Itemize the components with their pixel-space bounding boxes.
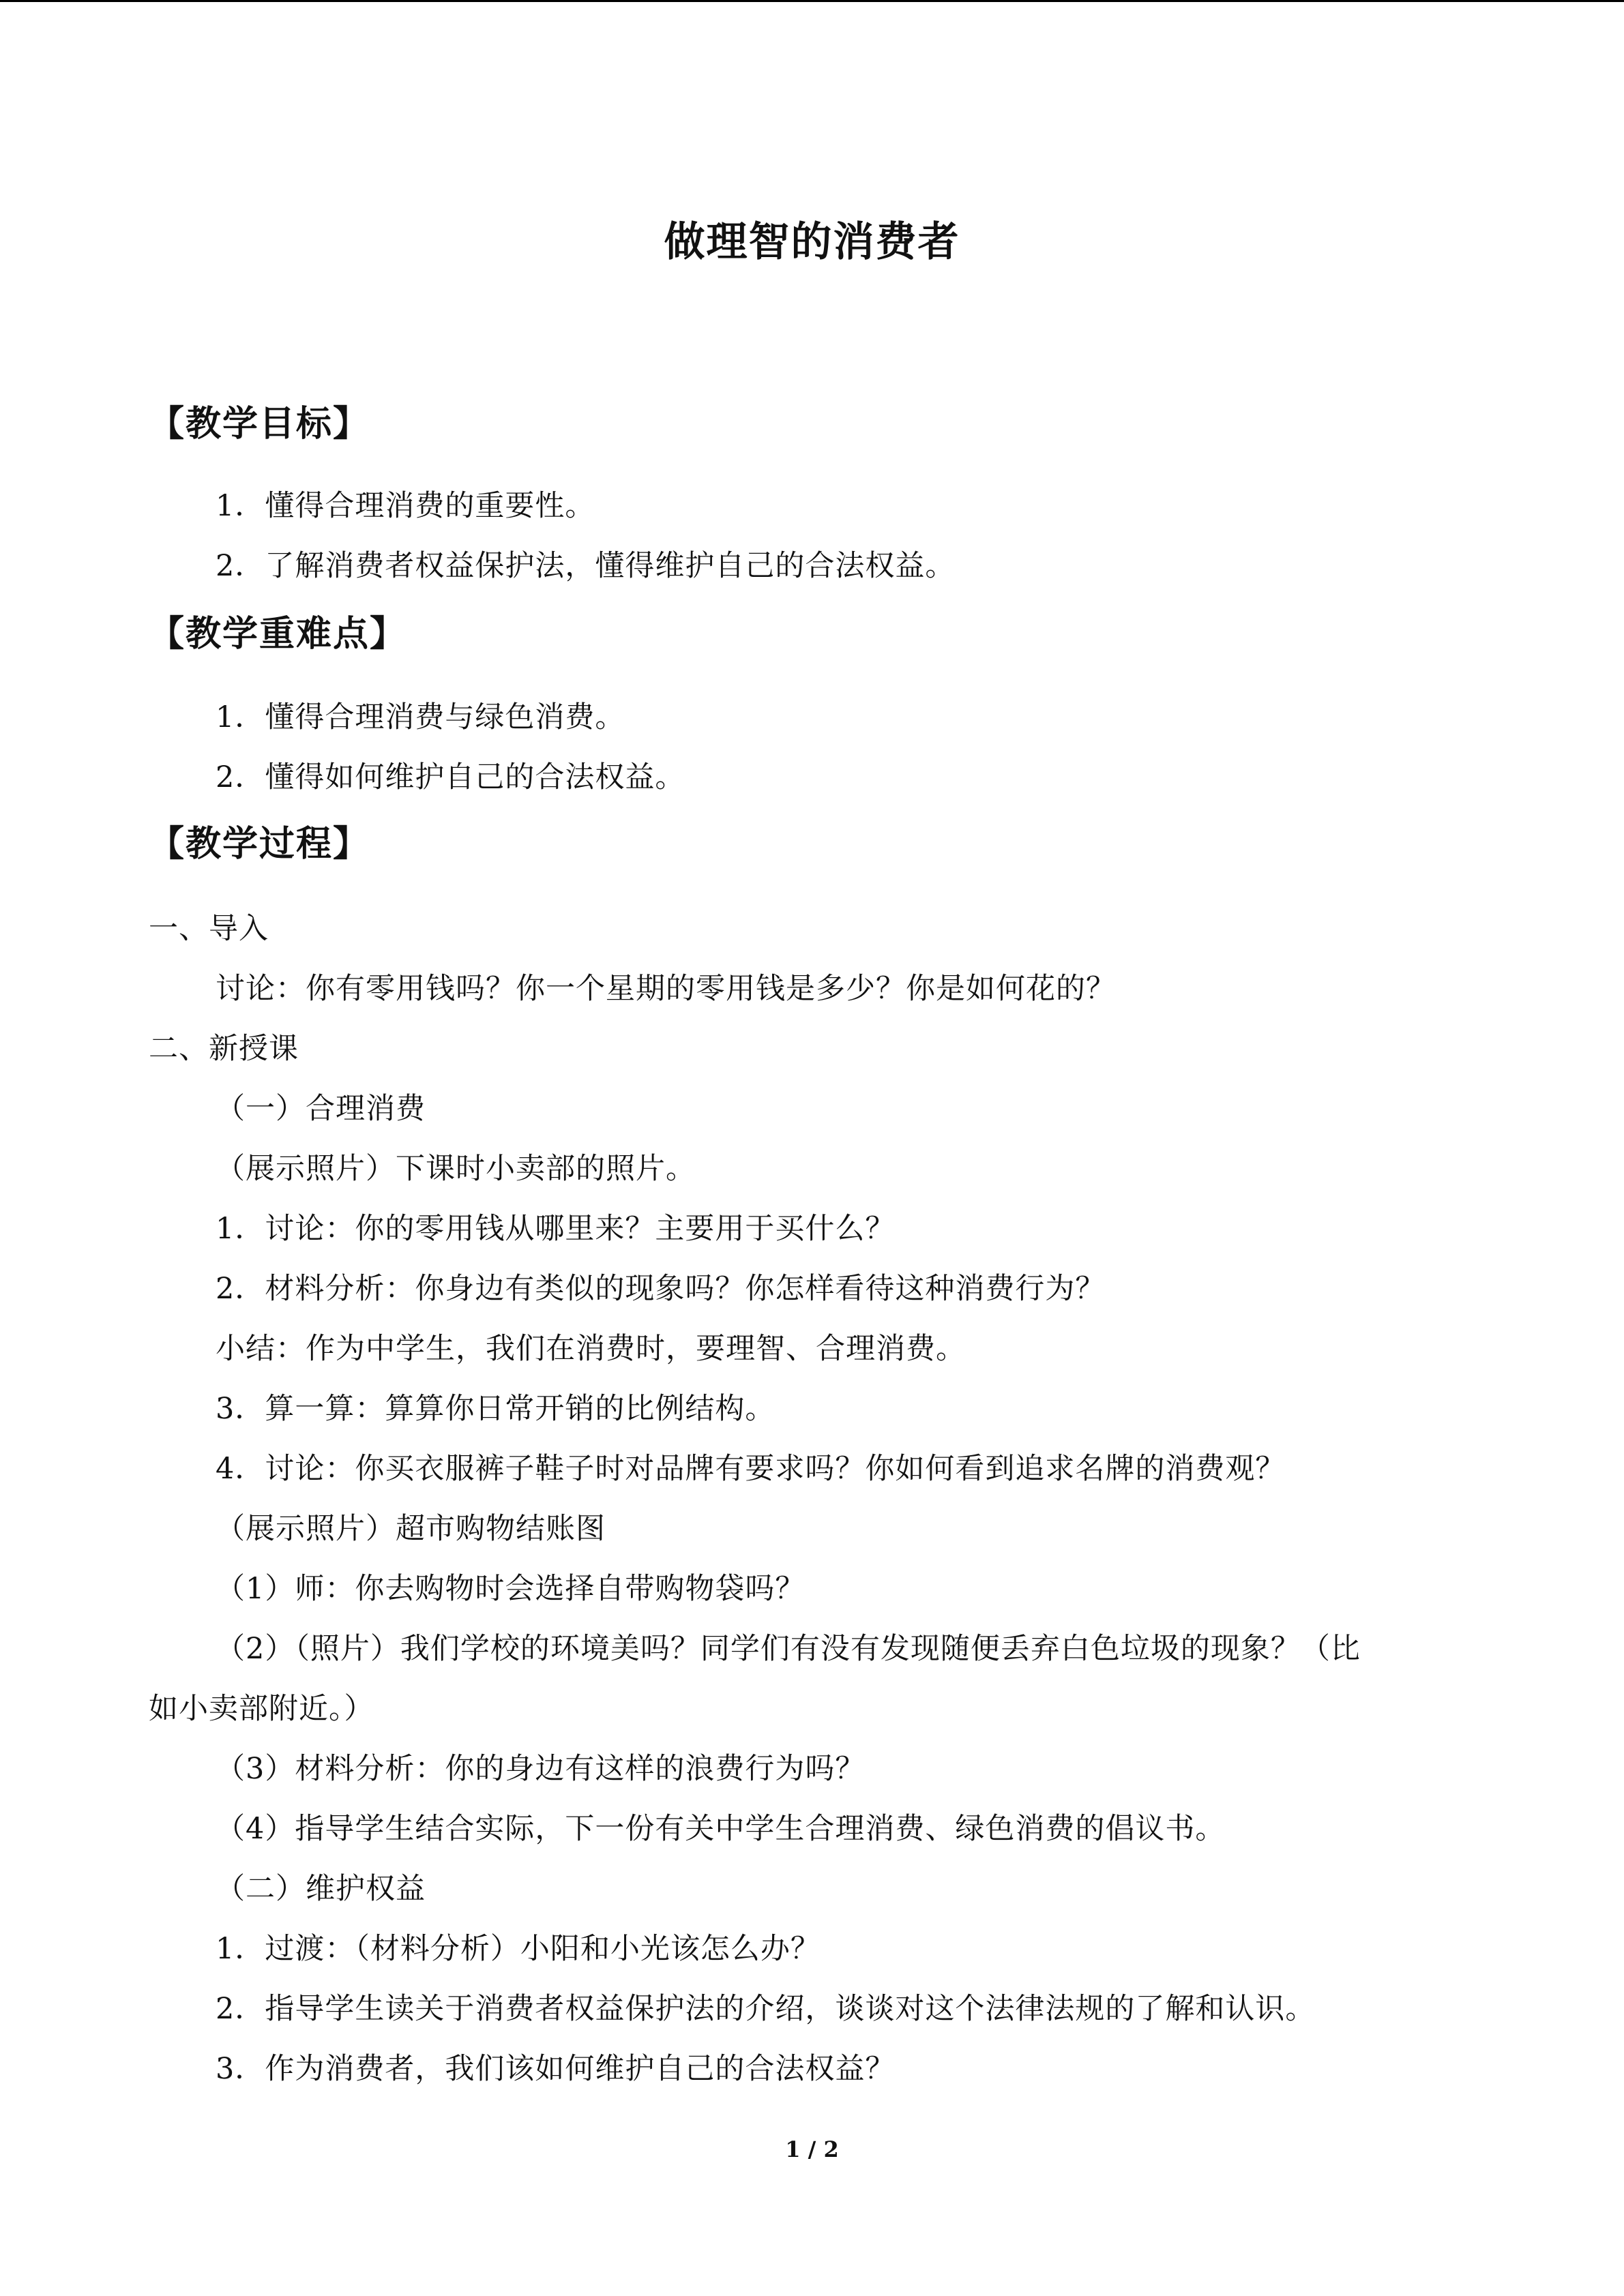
key-point-item-2: 2．懂得如何维护自己的合法权益。 (216, 760, 685, 794)
process-line: 讨论：你有零用钱吗？你一个星期的零用钱是多少？你是如何花的？ (216, 972, 1116, 1006)
heading-teaching-goals: 【教学目标】 (149, 404, 370, 445)
process-line: 2．指导学生读关于消费者权益保护法的介绍，谈谈对这个法律法规的了解和认识。 (216, 1992, 1316, 2026)
process-line: 1．过渡：（材料分析）小阳和小光该怎么办？ (216, 1932, 821, 1966)
goal-item-1: 1．懂得合理消费的重要性。 (216, 489, 595, 523)
process-line: 1．讨论：你的零用钱从哪里来？主要用于买什么？ (216, 1212, 896, 1246)
process-line: 4．讨论：你买衣服裤子鞋子时对品牌有要求吗？你如何看到追求名牌的消费观？ (216, 1452, 1286, 1486)
process-line: （2）（照片）我们学校的环境美吗？同学们有没有发现随便丢弃白色垃圾的现象？（比 (216, 1632, 1361, 1666)
goal-item-2: 2．了解消费者权益保护法，懂得维护自己的合法权益。 (216, 549, 956, 583)
process-line: 小结：作为中学生，我们在消费时，要理智、合理消费。 (216, 1332, 966, 1366)
process-line: 如小卖部附近。） (149, 1692, 374, 1726)
document-title: 做理智的消费者 (664, 218, 960, 266)
heading-teaching-process: 【教学过程】 (149, 824, 370, 865)
process-line: 2．材料分析：你身边有类似的现象吗？你怎样看待这种消费行为？ (216, 1272, 1106, 1306)
process-line: 3．作为消费者，我们该如何维护自己的合法权益？ (216, 2052, 896, 2086)
process-line: （4）指导学生结合实际，下一份有关中学生合理消费、绿色消费的倡议书。 (216, 1812, 1226, 1846)
process-line: 一、导入 (149, 912, 269, 946)
key-point-item-1: 1．懂得合理消费与绿色消费。 (216, 700, 625, 734)
process-line: 3．算一算：算算你日常开销的比例结构。 (216, 1392, 776, 1426)
page-number: 1 / 2 (785, 2136, 839, 2162)
process-line: （二）维护权益 (216, 1872, 426, 1906)
process-line: （3）材料分析：你的身边有这样的浪费行为吗？ (216, 1752, 866, 1786)
heading-key-points: 【教学重难点】 (149, 614, 407, 655)
process-line: 二、新授课 (149, 1032, 299, 1066)
process-line: （一）合理消费 (216, 1092, 426, 1126)
process-line: （展示照片）下课时小卖部的照片。 (216, 1152, 696, 1186)
process-line: （展示照片）超市购物结账图 (216, 1512, 606, 1546)
process-line: （1）师：你去购物时会选择自带购物袋吗？ (216, 1572, 806, 1606)
